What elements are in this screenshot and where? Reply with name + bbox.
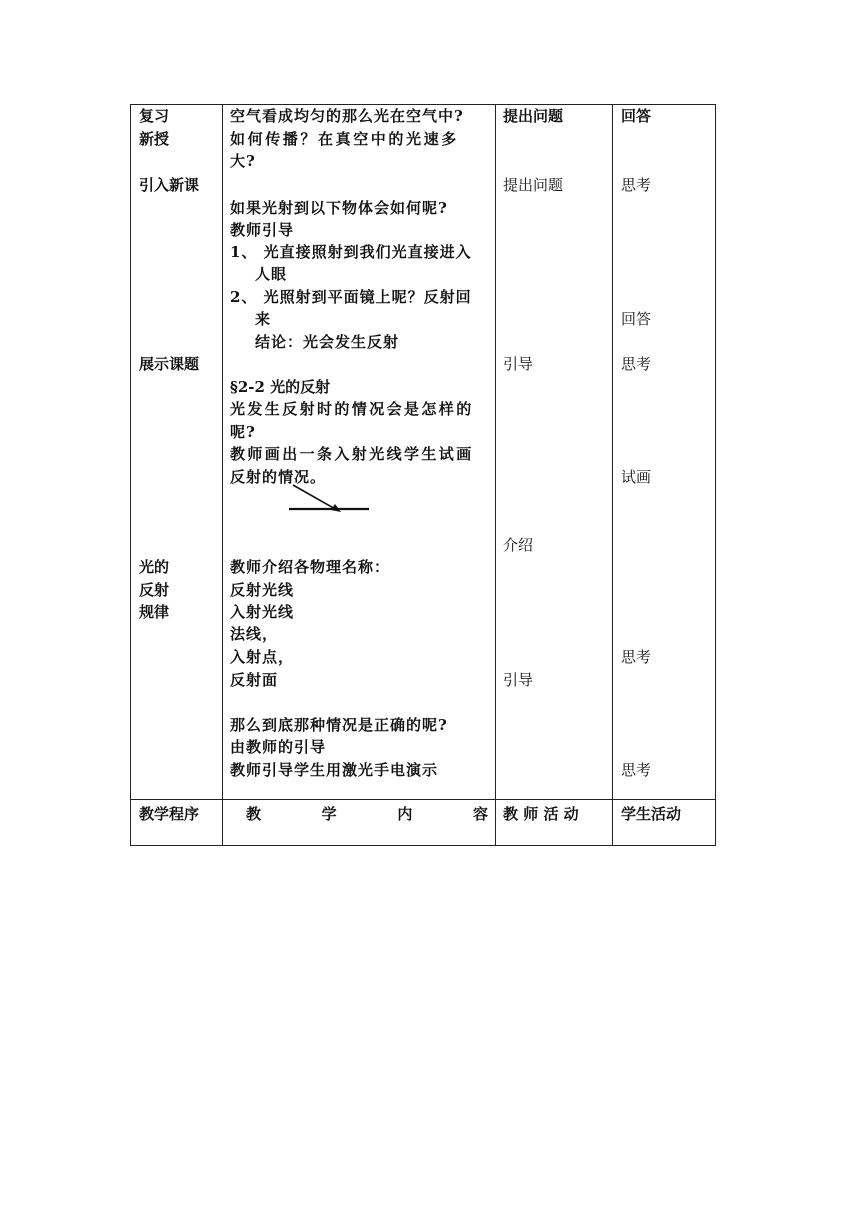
content-line: 人眼: [255, 265, 288, 283]
content-line: 教师画出一条入射光线学生试画: [230, 445, 474, 463]
conclusion-line: 结论：光会发生反射: [255, 333, 400, 351]
content-line: 光发生反射时的情况会是怎样的: [230, 400, 474, 418]
footer-char: 学: [321, 805, 337, 823]
teacher-activity: 引导: [503, 355, 534, 373]
footer-char: 教: [246, 805, 262, 823]
term-item: 反射光线: [230, 581, 295, 599]
student-activity: 思考: [621, 648, 652, 666]
content-line: 大?: [230, 152, 256, 170]
stage-label: 新授: [139, 130, 170, 148]
row-divider: [131, 799, 715, 800]
term-item: 入射光线: [230, 603, 295, 621]
stage-label: 展示课题: [139, 355, 200, 373]
content-line: 2、 光照射到平面镜上呢？反射回: [230, 288, 472, 306]
content-line: 反射的情况。: [230, 468, 327, 486]
content-line: 教师引导: [230, 221, 295, 239]
stage-label: 复习: [139, 107, 170, 125]
content-line: 那么到底那种情况是正确的呢?: [230, 716, 448, 734]
section-title: §2-2 光的反射: [230, 378, 331, 396]
footer-header: 学生活动: [621, 805, 682, 823]
content-line: 如果光射到以下物体会如何呢?: [230, 199, 448, 217]
column-divider: [222, 105, 223, 845]
incident-ray-diagram: [281, 483, 381, 519]
stage-label: 光的: [139, 558, 170, 576]
term-item: 法线，: [230, 625, 279, 643]
content-line: 如何传播？在真空中的光速多: [230, 130, 459, 148]
content-line: 由教师的引导: [230, 738, 327, 756]
content-line: 教师引导学生用激光手电演示: [230, 761, 439, 779]
teacher-activity: 介绍: [503, 536, 534, 554]
term-item: 入射点，: [230, 648, 295, 666]
footer-header: [246, 803, 488, 825]
stage-label: 规律: [139, 603, 170, 621]
term-item: 反射面: [230, 671, 279, 689]
student-activity: 试画: [621, 468, 652, 486]
student-activity: 回答: [621, 310, 652, 328]
lesson-plan-table: [130, 104, 716, 846]
student-activity: 思考: [621, 176, 652, 194]
student-activity: 回答: [621, 107, 652, 125]
footer-char: 容: [472, 805, 488, 823]
teacher-activity: 提出问题: [503, 107, 564, 125]
student-activity: 思考: [621, 761, 652, 779]
incident-ray-line: [293, 485, 337, 510]
student-activity: 思考: [621, 355, 652, 373]
footer-header: 教 师 活 动: [503, 805, 579, 823]
teacher-activity: 引导: [503, 671, 534, 689]
footer-header: 教学程序: [139, 805, 200, 823]
stage-label: 引入新课: [139, 176, 200, 194]
content-line: 来: [255, 310, 272, 328]
content-line: 1、 光直接照射到我们光直接进入: [230, 243, 472, 261]
teacher-activity: 提出问题: [503, 176, 564, 194]
column-divider: [495, 105, 496, 845]
stage-label: 反射: [139, 581, 170, 599]
content-line: 呢?: [230, 423, 256, 441]
content-line: 教师介绍各物理名称：: [230, 558, 391, 576]
column-divider: [612, 105, 613, 845]
content-line: 空气看成均匀的那么光在空气中?: [230, 107, 464, 125]
footer-char: 内: [397, 805, 413, 823]
